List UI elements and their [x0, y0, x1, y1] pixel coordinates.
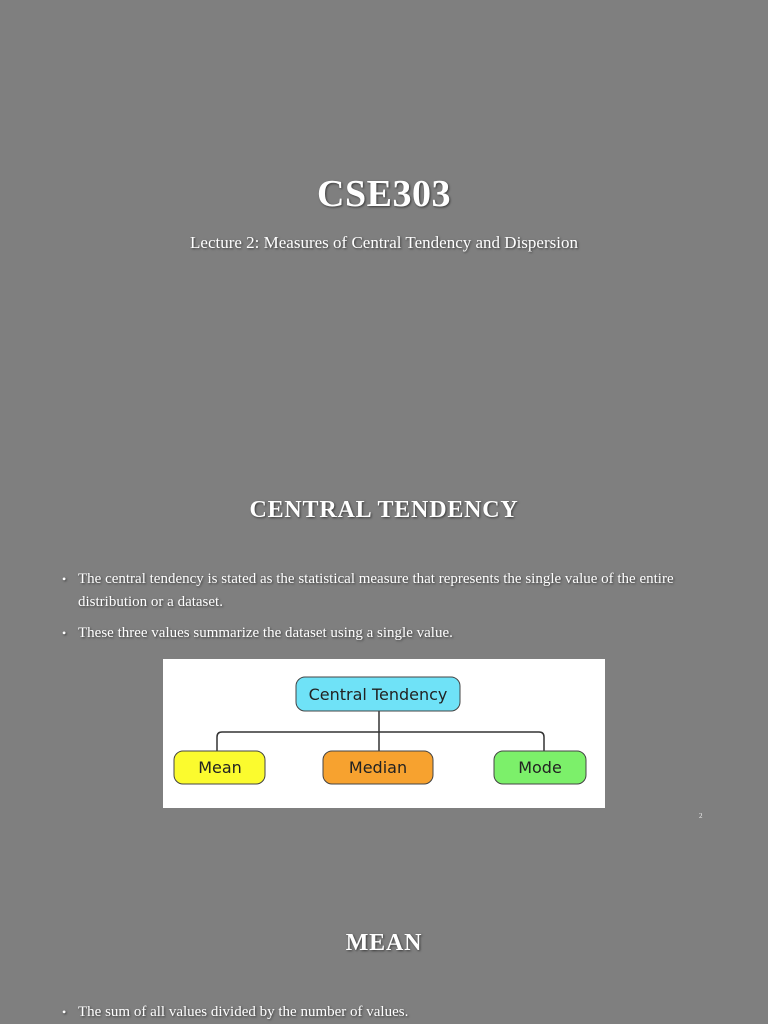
lecture-subtitle: Lecture 2: Measures of Central Tendency and Dispersion — [190, 233, 578, 252]
bullet-icon: • — [62, 572, 67, 586]
mean-bullets — [62, 1001, 702, 1024]
bullet-text: The central tendency is stated as the statistical measure that represents the single value of the entire distribution or a dataset. — [78, 571, 674, 610]
bullet-item — [62, 568, 702, 614]
bullet-text: These three values summarize the dataset using a single value. — [78, 625, 453, 641]
course-title: CSE303 — [317, 173, 451, 215]
page-number: 2 — [699, 812, 703, 820]
node-central-tendency-label: Central Tendency — [308, 685, 448, 704]
central-tendency-heading: CENTRAL TENDENCY — [249, 497, 519, 523]
diagram-svg — [163, 659, 605, 808]
bullet-icon: • — [62, 1005, 67, 1019]
node-mean-label: Mean — [198, 758, 242, 777]
central-tendency-bullets — [62, 568, 702, 653]
node-median-label: Median — [348, 758, 408, 777]
bullet-icon: • — [62, 626, 67, 640]
connector-branch — [217, 732, 544, 751]
mean-heading: MEAN — [345, 930, 423, 956]
central-tendency-diagram — [163, 659, 605, 808]
bullet-item — [62, 622, 702, 645]
bullet-item — [62, 1001, 702, 1024]
bullet-text: The sum of all values divided by the number of values. — [78, 1004, 409, 1020]
node-mode-label: Mode — [518, 758, 562, 777]
